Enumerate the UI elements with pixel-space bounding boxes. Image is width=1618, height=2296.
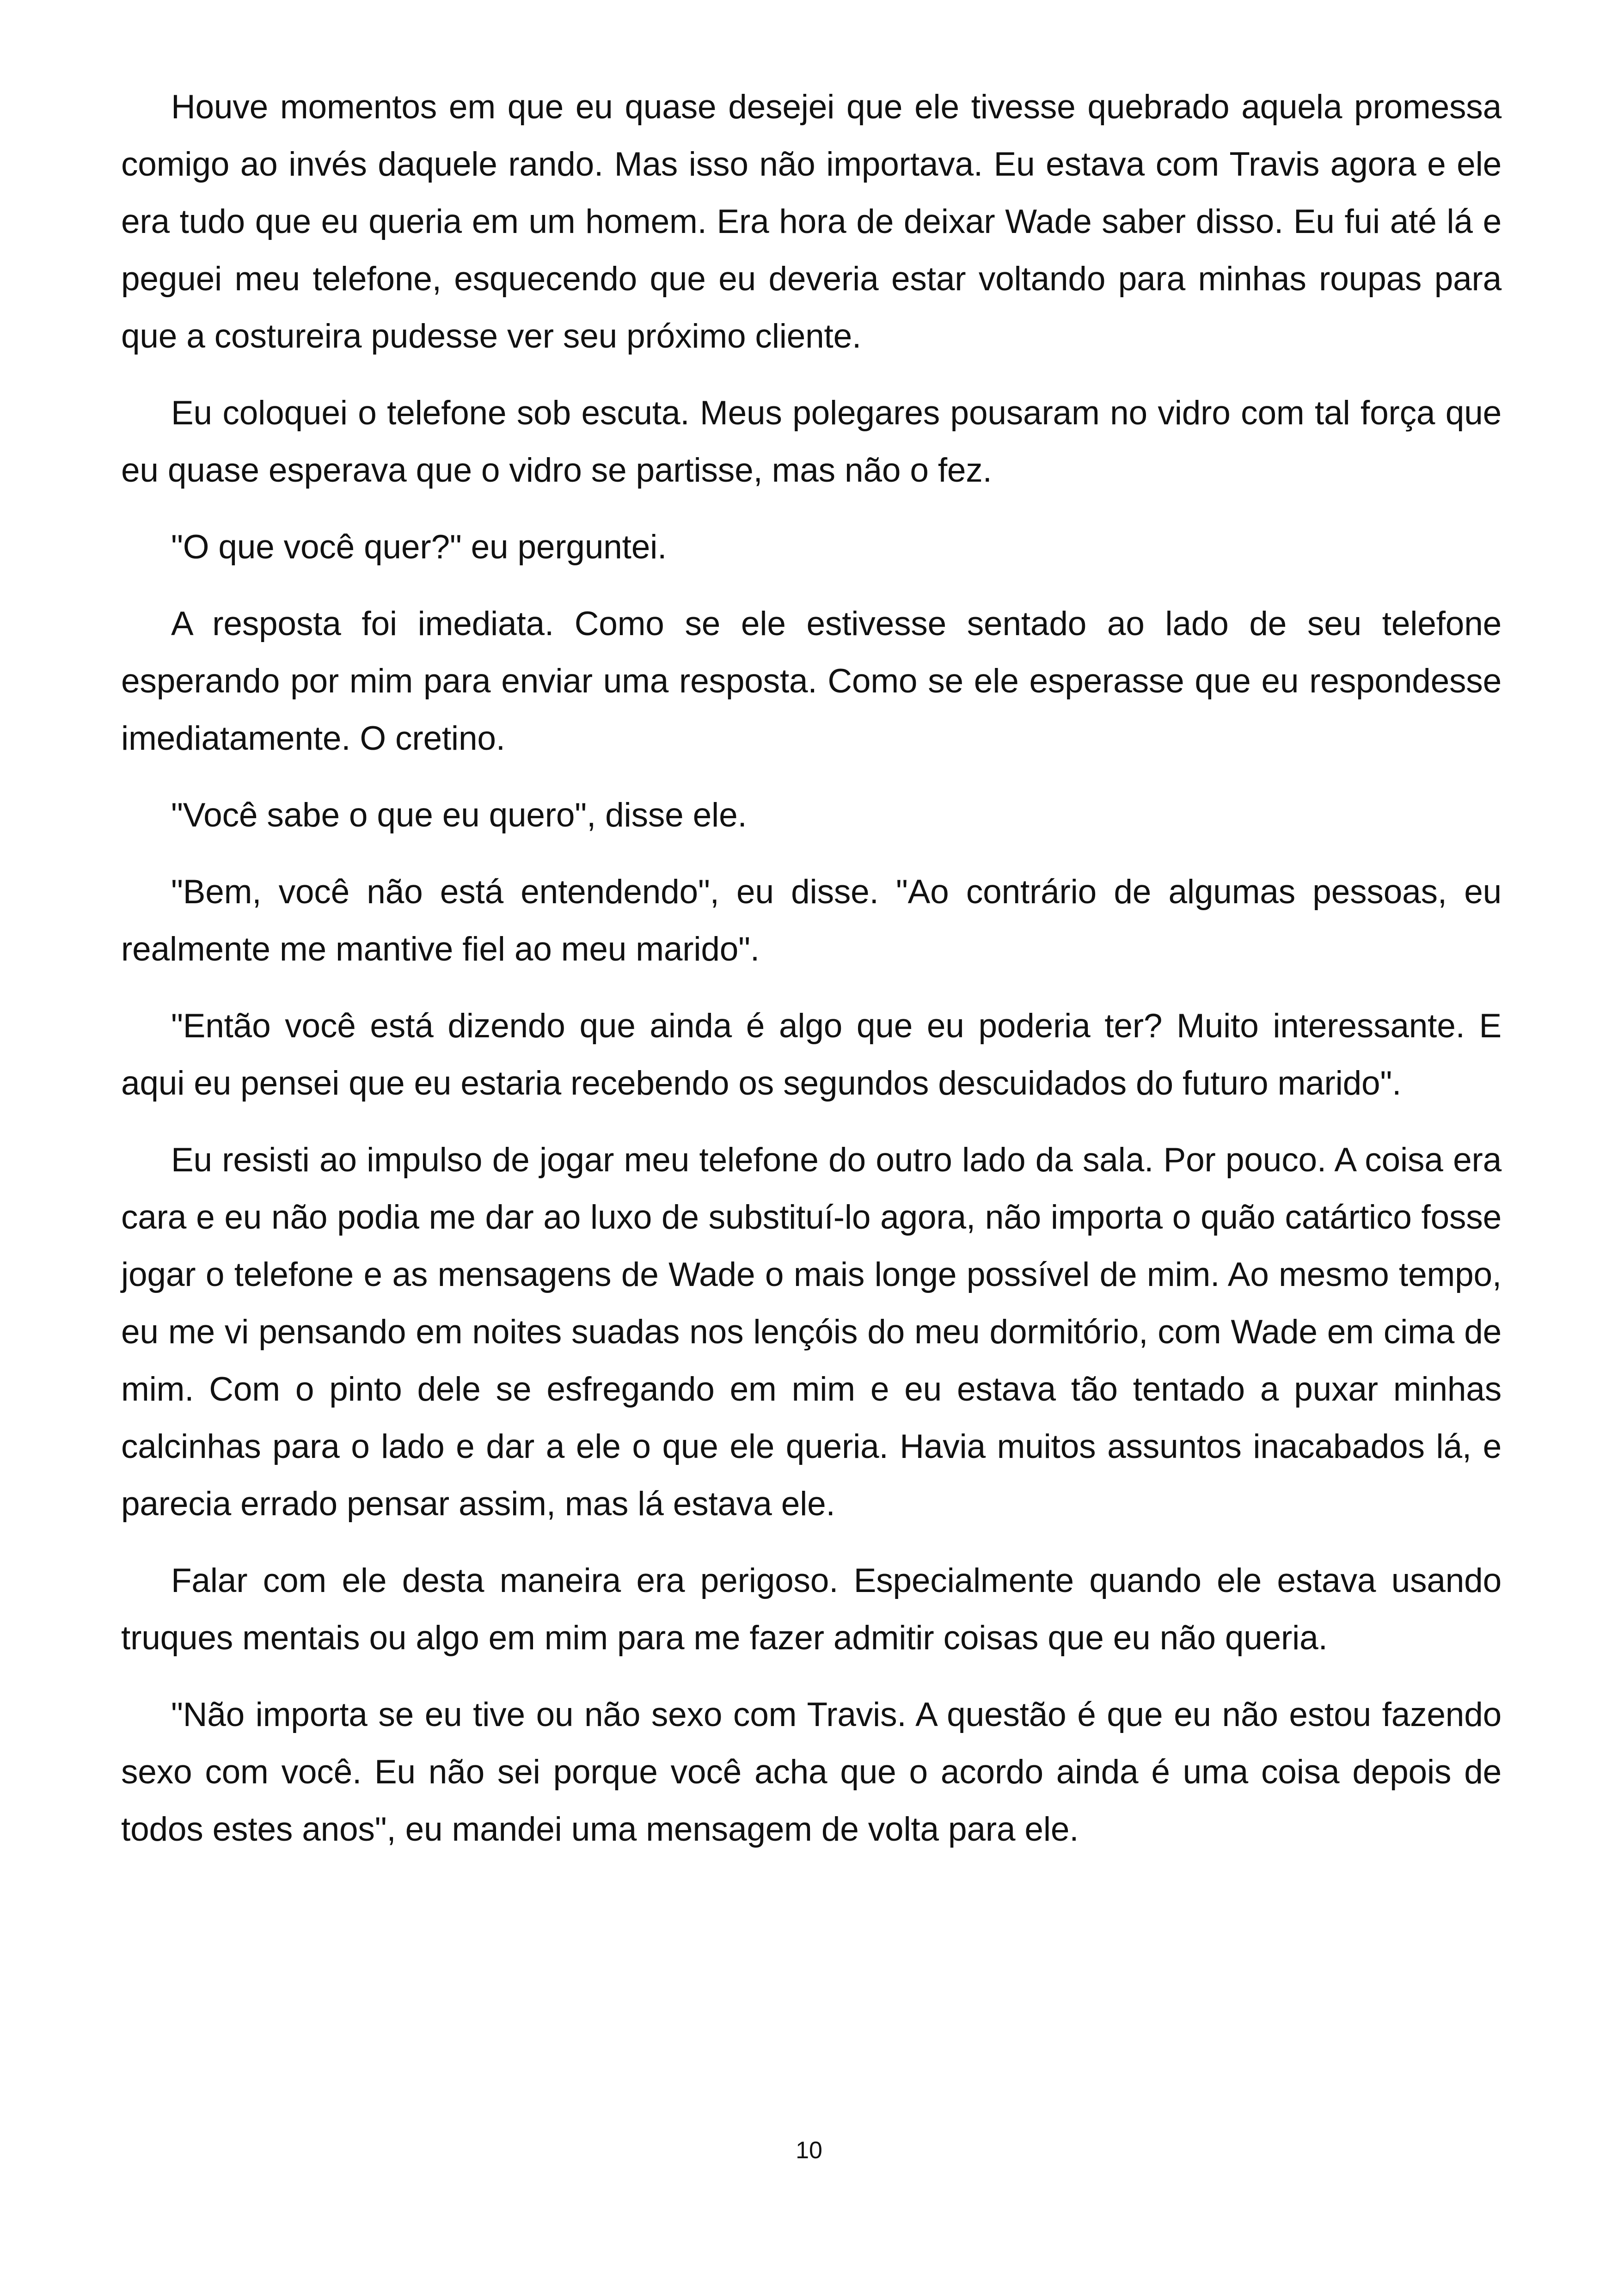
paragraph-9: Falar com ele desta maneira era perigoso. Especialmente quando ele estava usando truques mentais ou algo em mim para me fazer admitir coisas que eu não queria. xyxy=(121,1562,1502,1657)
paragraph-2: Eu coloquei o telefone sob escuta. Meus polegares pousaram no vidro com tal força que eu quase esperava que o vidro se partisse, mas não o fez. xyxy=(121,394,1502,489)
paragraph-10: "Não importa se eu tive ou não sexo com Travis. A questão é que eu não estou fazendo sexo com você. Eu não sei porque você acha que o acordo ainda é uma coisa depois de todos estes anos", eu mandei uma mensagem de volta para ele. xyxy=(121,1696,1502,1848)
paragraph-7: "Então você está dizendo que ainda é algo que eu poderia ter? Muito interessante. E aqui eu pensei que eu estaria recebendo os segundos descuidados do futuro marido". xyxy=(121,1007,1502,1102)
paragraph-1: Houve momentos em que eu quase desejei que ele tivesse quebrado aquela promessa comigo ao invés daquele rando. Mas isso não importava. Eu estava com Travis agora e ele era tudo que eu queria em um homem. Era hora de deixar Wade saber disso. Eu fui até lá e peguei meu telefone, esquecendo que eu deveria estar voltando para minhas roupas para que a costureira pudesse ver seu próximo cliente. xyxy=(121,88,1502,355)
page-number: 10 xyxy=(796,2137,822,2164)
paragraph-8: Eu resisti ao impulso de jogar meu telefone do outro lado da sala. Por pouco. A coisa era cara e eu não podia me dar ao luxo de substituí-lo agora, não importa o quão catártico fosse jogar o telefone e as mensagens de Wade o mais longe possível de mim. Ao mesmo tempo, eu me vi pensando em noites suadas nos lençóis do meu dormitório, com Wade em cima de mim. Com o pinto dele se esfregando em mim e eu estava tão tentado a puxar minhas calcinhas para o lado e dar a ele o que ele queria. Havia muitos assuntos inacabados lá, e parecia errado pensar assim, mas lá estava ele. xyxy=(121,1141,1502,1523)
paragraph-6: "Bem, você não está entendendo", eu disse. "Ao contrário de algumas pessoas, eu realmente me mantive fiel ao meu marido". xyxy=(121,873,1502,968)
paragraph-5: "Você sabe o que eu quero", disse ele. xyxy=(171,796,747,834)
paragraph-4: A resposta foi imediata. Como se ele estivesse sentado ao lado de seu telefone esperando por mim para enviar uma resposta. Como se ele esperasse que eu respondesse imediatamente. O cretino. xyxy=(121,605,1502,757)
paragraph-3: "O que você quer?" eu perguntei. xyxy=(171,528,667,566)
document-page xyxy=(121,79,1502,1878)
